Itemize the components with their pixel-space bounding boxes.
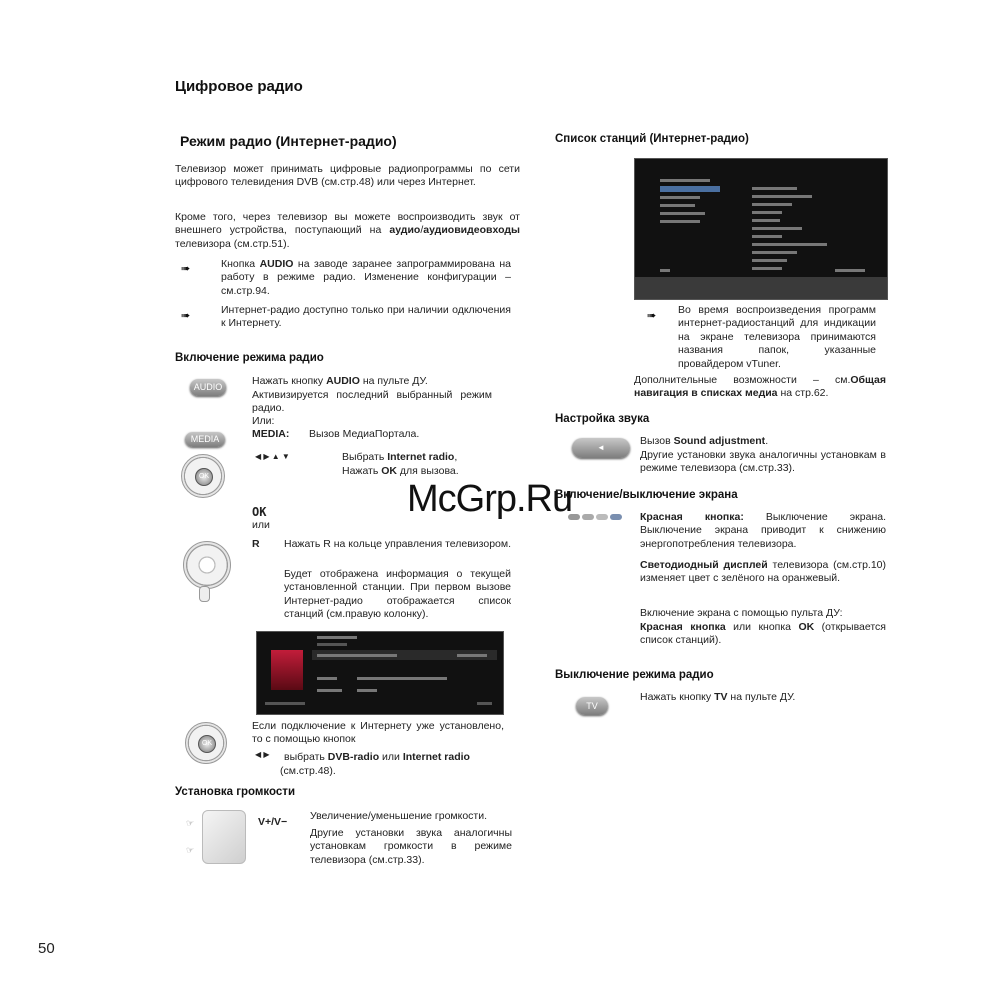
media-text: Вызов МедиаПортала. xyxy=(309,428,420,440)
extra-options-text: Дополнительные возможности – см.Общая навигация в списках медиа на стр.62. xyxy=(634,374,886,400)
page-title: Цифровое радио xyxy=(175,78,303,95)
ok-label-icon: OK xyxy=(252,505,267,519)
screen-on-text-1: Включение экрана с помощью пульта ДУ: xyxy=(640,607,843,619)
screen-toggle-title: Включение/выключение экрана xyxy=(555,489,738,501)
note-audio-button: Кнопка AUDIO на заводе заранее запрограммирована на работу в режиме радио. Изменение конфигурации – см.стр.94. xyxy=(221,258,511,297)
volume-label: V+/V− xyxy=(258,816,288,828)
navigation-ring-icon xyxy=(185,722,227,764)
note-arrow-icon: ➠ xyxy=(181,310,191,322)
sound-adjust-text-2: Другие установки звука аналогичны установкам в режиме телевизора (см.стр.33). xyxy=(640,449,886,475)
audio-button-icon: AUDIO xyxy=(190,379,226,396)
ok-center-icon: OK xyxy=(198,735,216,753)
arrow-keys-icon: ◀ ▶ ▲ ▼ xyxy=(255,452,290,461)
enable-step-1: Нажать кнопку AUDIO на пульте ДУ. xyxy=(252,375,428,387)
sound-adjust-text: Вызов Sound adjustment. xyxy=(640,435,769,447)
station-list-screenshot xyxy=(634,158,888,300)
volume-text-2: Другие установки звука аналогичны установкам громкости в режиме телевизора (см.стр.33). xyxy=(310,827,512,866)
ok-center-icon: OK xyxy=(195,468,213,486)
or-label: или xyxy=(252,519,270,531)
enable-radio-title: Включение режима радио xyxy=(175,352,324,364)
screen-on-text-2: Красная кнопка или кнопка OK (открывается список станций). xyxy=(640,621,886,647)
choose-source-text: выбрать DVB-radio или Internet radio xyxy=(284,751,470,763)
radio-off-title: Выключение режима радио xyxy=(555,669,714,681)
mute-button-icon: ◄ xyxy=(572,438,630,458)
station-info-screenshot xyxy=(256,631,504,715)
press-ok: Нажать OK для вызова. xyxy=(342,465,459,477)
ring-handle-icon xyxy=(199,586,210,602)
note-internet: Интернет-радио доступно только при наличии одключения к Интернету. xyxy=(221,304,511,330)
sound-settings-title: Настройка звука xyxy=(555,413,650,425)
volume-text-1: Увеличение/уменьшение громкости. xyxy=(310,810,488,822)
note-arrow-icon: ➠ xyxy=(181,263,191,275)
page-number: 50 xyxy=(38,940,55,957)
control-ring-icon xyxy=(183,541,231,589)
radio-off-text: Нажать кнопку TV на пульте ДУ. xyxy=(640,691,796,703)
station-list-note: Во время воспроизведения программ интернет-радиостанций для индикации на экране телевизора принимаются названия папок, указанные провайдером vTuner. xyxy=(678,304,876,370)
station-logo-image xyxy=(271,650,303,690)
station-list-title: Список станций (Интернет-радио) xyxy=(555,133,749,145)
red-button-text: Красная кнопка: Выключение экрана. Выключение экрана приводит к снижению энергопотребления телевизора. xyxy=(640,511,886,550)
color-buttons-icon xyxy=(568,512,624,522)
r-label: R xyxy=(252,538,260,550)
hand-icon: ☞ xyxy=(186,845,195,855)
section-title-radio-mode: Режим радио (Интернет-радио) xyxy=(180,133,397,149)
led-display-text: Светодиодный дисплей телевизора (см.стр.10) изменяет цвет с зелёного на оранжевый. xyxy=(640,559,887,585)
volume-keys-icon xyxy=(202,810,246,864)
watermark: McGrp.Ru xyxy=(407,478,573,520)
left-right-arrows-icon: ◀ ▶ xyxy=(255,750,270,759)
enable-step-2: Активизируется последний выбранный режим радио. xyxy=(252,389,492,415)
info-text: Будет отображена информация о текущей установленной станции. При первом вызове Интернет-радио отображается список станций (см.правую колонку). xyxy=(284,568,511,621)
select-internet-radio: Выбрать Internet radio, xyxy=(342,451,458,463)
intro-paragraph-1: Телевизор может принимать цифровые радиопрограммы по сети цифрового телевидения DVB (см.стр.48) или через Интернет. xyxy=(175,163,520,189)
media-button-icon: MEDIA xyxy=(185,432,225,447)
tv-button-icon: TV xyxy=(576,697,608,715)
hand-icon: ☞ xyxy=(186,818,195,828)
volume-title: Установка громкости xyxy=(175,786,296,798)
enable-or: Или: xyxy=(252,415,275,427)
r-text: Нажать R на кольце управления телевизором. xyxy=(284,538,512,550)
note-arrow-icon: ➠ xyxy=(647,310,657,322)
if-connected-text: Если подключение к Интернету уже установлено, то с помощью кнопок xyxy=(252,720,504,746)
intro-paragraph-2: Кроме того, через телевизор вы можете воспроизводить звук от внешнего устройства, поступающий на аудио/аудиовидеовходы телевизора (см.стр.51). xyxy=(175,211,520,250)
choose-source-ref: (см.стр.48). xyxy=(280,765,336,777)
media-label: MEDIA: xyxy=(252,428,290,440)
navigation-ring-icon xyxy=(181,454,225,498)
